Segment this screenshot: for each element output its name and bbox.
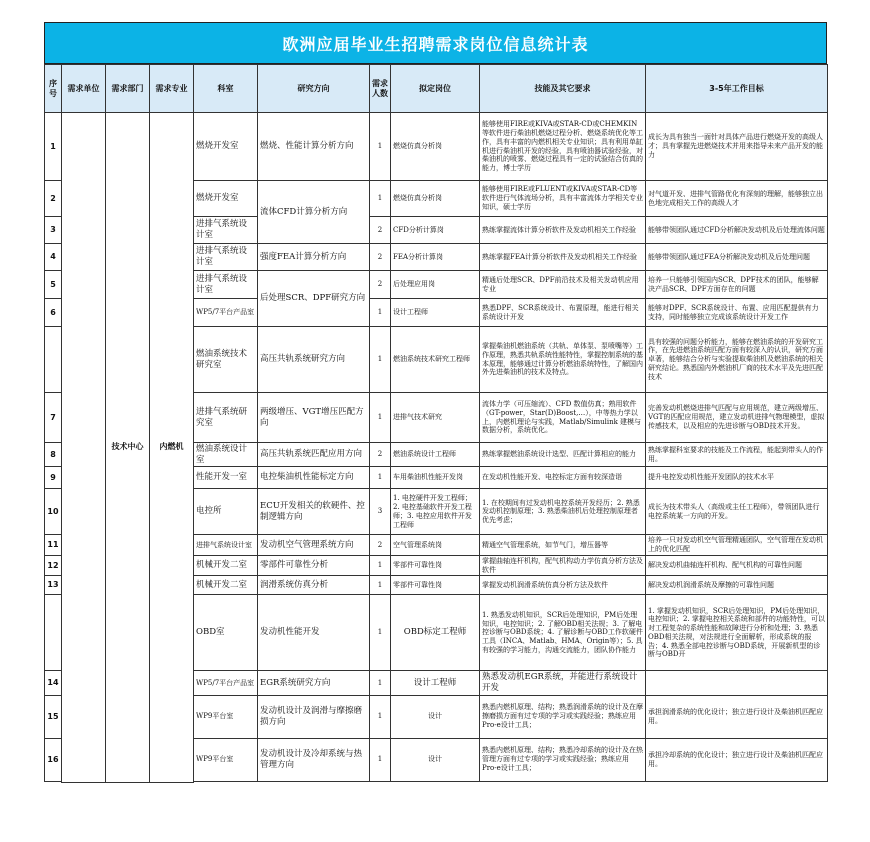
position-cell: 燃烧仿真分析岗 [391, 113, 480, 181]
count-cell: 1 [370, 393, 391, 443]
skills-cell: 在发动机性能开发、电控标定方面有较深造诣 [480, 467, 646, 489]
count-cell: 2 [370, 535, 391, 556]
goal-cell: 完善发动机燃烧进排气匹配与应用规范，建立两级增压、VGT的匹配应用规范，建立发动机进排气物理模型，虚拟传感技术，以及相应的先进诊断与OBD技术开发。 [646, 393, 828, 443]
goal-cell: 培养一只对发动机空气管理精通团队，空气管理在发动机上的优化匹配 [646, 535, 828, 556]
col-header-office: 科室 [194, 65, 258, 113]
research-cell: 润滑系统仿真分析 [258, 576, 370, 595]
position-cell: OBD标定工程师 [391, 595, 480, 671]
skills-cell: 熟悉内燃机原理、结构；熟悉润滑系统的设计及在摩擦磨损方面有过专项的学习或实践经验；熟练应用Pro-e设计工具； [480, 695, 646, 738]
goal-cell: 能够对DPF、SCR系统设计、布置、应用匹配提供有力支持，同时能够独立完成该系统设计开发工作 [646, 299, 828, 327]
position-cell: 零部件可靠性岗 [391, 576, 480, 595]
col-header-skills: 技能及其它要求 [480, 65, 646, 113]
office-cell: 进排气系统设计室 [194, 271, 258, 299]
row-index: 9 [45, 467, 62, 489]
row-index: 7 [45, 393, 62, 443]
position-cell: 燃烧仿真分析岗 [391, 181, 480, 217]
count-cell: 1 [370, 467, 391, 489]
filler-row [45, 782, 828, 783]
research-cell: 强度FEA计算分析方向 [258, 244, 370, 271]
position-cell: 车用柴油机性能开发岗 [391, 467, 480, 489]
table-row [45, 113, 828, 181]
skills-cell: 精通后处理SCR、DPF前沿技术及相关发动机应用专业 [480, 271, 646, 299]
goal-cell: 熟练掌握科室要求的技能及工作流程，能起到带头人的作用。 [646, 443, 828, 467]
office-cell: 燃油系统技术研究室 [194, 327, 258, 393]
office-cell: 进排气系统设计室 [194, 217, 258, 244]
recruitment-table [44, 64, 828, 783]
goal-cell: 具有较强的问题分析能力，能够在燃油系统的开发研究工作，在先进燃油系统匹配方面有较深入的认识，研究方面卓著，能够结合分析与实验提取柴油机及燃油系统的相关研究结论。熟悉国内外燃油机厂商的技术水平及先进匹配技术 [646, 327, 828, 393]
count-cell: 3 [370, 489, 391, 535]
sheet-title: 欧洲应届毕业生招聘需求岗位信息统计表 [44, 22, 827, 64]
count-cell: 1 [370, 327, 391, 393]
major-cell: 内燃机 [150, 113, 194, 783]
count-cell: 1 [370, 695, 391, 738]
position-cell: 设计 [391, 695, 480, 738]
row-index: 5 [45, 271, 62, 299]
skills-cell: 熟悉内燃机原理、结构；熟悉冷却系统的设计及在热管理方面有过专项的学习或实践经验；熟练应用Pro-e设计工具； [480, 738, 646, 781]
skills-cell: 掌握曲轴连杆机构，配气机构动力学仿真分析方法及软件 [480, 555, 646, 576]
skills-cell: 流体力学（可压缩流）、CFD 数值仿真；熟用软件（GT-power，Star(D)Boost,…），中等热力学以上，内燃机理论与实践，Matlab/Simulink 建模与数据分析，系统优化。 [480, 393, 646, 443]
count-cell: 1 [370, 113, 391, 181]
row-index: 10 [45, 489, 62, 535]
row-index: 3 [45, 217, 62, 244]
office-cell: OBD室 [194, 595, 258, 671]
row-index: 8 [45, 443, 62, 467]
row-index: 13 [45, 576, 62, 595]
office-cell: WP5/7平台产品室 [194, 299, 258, 327]
count-cell: 1 [370, 576, 391, 595]
skills-cell: 能够使用FIRE或KIVA或STAR-CD或CHEMKIN等软件进行柴油机燃烧过程分析、燃烧系统优化等工作，具有丰富的内燃机相关专业知识；具有利用单缸机进行柴油机开发的经验，具有喷油器试验经验，对柴油机的喷雾、燃烧过程具有一定的试验结合仿真的能力，博士学历 [480, 113, 646, 181]
goal-cell: 承担润滑系统的优化设计；独立进行设计及柴油机匹配应用。 [646, 695, 828, 738]
office-cell: 进排气系统研究室 [194, 393, 258, 443]
goal-cell: 成长为技术带头人（高级或主任工程师），带领团队进行电控系统某一方向的开发。 [646, 489, 828, 535]
skills-cell: 1. 在校期间有过发动机电控系统开发经历；2. 熟悉发动机控制原理；3. 熟悉柴油机后处理控制原理者优先考虑； [480, 489, 646, 535]
spreadsheet [44, 22, 827, 783]
office-cell: 进排气系统设计室 [194, 244, 258, 271]
count-cell: 1 [370, 555, 391, 576]
research-cell: 发动机性能开发 [258, 595, 370, 671]
research-cell: 发动机空气管理系统方向 [258, 535, 370, 556]
position-cell: 零部件可靠性岗 [391, 555, 480, 576]
position-cell: 燃油系统设计工程师 [391, 443, 480, 467]
research-cell: 零部件可靠性分析 [258, 555, 370, 576]
research-cell: 燃烧、性能计算分析方向 [258, 113, 370, 181]
position-cell: 1. 电控硬件开发工程师；2. 电控基础软件开发工程师；3. 电控应用软件开发工程师 [391, 489, 480, 535]
skills-cell: 1. 熟悉发动机知识，SCR后处理知识，PM后处理知识，电控知识；2. 了解OBD相关法规；3. 了解电控诊断与OBD系统；4. 了解诊断与OBD工作软硬件工具（INCA、Matlab、HMA、Origin等）；5. 具有较强的学习能力，沟通交流能力，团队协作能力 [480, 595, 646, 671]
skills-cell: 熟练掌握FEA计算分析软件及发动机相关工作经验 [480, 244, 646, 271]
office-cell: 燃烧开发室 [194, 113, 258, 181]
research-cell: 发动机设计及冷却系统与热管理方向 [258, 738, 370, 781]
position-cell: 燃油系统技术研究工程师 [391, 327, 480, 393]
position-cell: 空气管理系统岗 [391, 535, 480, 556]
col-header-unit: 需求单位 [62, 65, 106, 113]
count-cell: 1 [370, 299, 391, 327]
office-cell: WP9平台室 [194, 695, 258, 738]
goal-cell: 能够带领团队通过CFD分析解决发动机及后处理流体问题 [646, 217, 828, 244]
position-cell: CFD分析计算岗 [391, 217, 480, 244]
goal-cell: 培养一只能够引领国内SCR、DPF技术的团队，能够解决产品SCR、DPF方面存在的问题 [646, 271, 828, 299]
count-cell: 2 [370, 244, 391, 271]
skills-cell: 能够使用FIRE或FLUENT或KIVA或STAR-CD等软件进行气体流场分析，具有丰富流体力学相关专业知识，硕士学历 [480, 181, 646, 217]
skills-cell: 熟练掌握燃油系统设计选型、匹配计算相应的能力 [480, 443, 646, 467]
skills-cell: 熟练掌握流体计算分析软件及发动机相关工作经验 [480, 217, 646, 244]
count-cell: 1 [370, 181, 391, 217]
row-index: 14 [45, 671, 62, 695]
unit-cell [62, 113, 106, 783]
office-cell: 燃油系统设计室 [194, 443, 258, 467]
research-cell: 电控柴油机性能标定方向 [258, 467, 370, 489]
row-index [45, 595, 62, 671]
research-cell: 后处理SCR、DPF研究方向 [258, 271, 370, 327]
research-cell: 两级增压、VGT增压匹配方向 [258, 393, 370, 443]
position-cell: 设计工程师 [391, 671, 480, 695]
count-cell: 2 [370, 217, 391, 244]
research-cell: 高压共轨系统研究方向 [258, 327, 370, 393]
col-header-goal: 3-5年工作目标 [646, 65, 828, 113]
col-header-position: 拟定岗位 [391, 65, 480, 113]
goal-cell: 承担冷却系统的优化设计；独立进行设计及柴油机匹配应用。 [646, 738, 828, 781]
research-cell: 高压共轨系统匹配应用方向 [258, 443, 370, 467]
office-cell: 燃烧开发室 [194, 181, 258, 217]
position-cell: 后处理应用岗 [391, 271, 480, 299]
row-index: 6 [45, 299, 62, 327]
count-cell: 1 [370, 595, 391, 671]
position-cell: 设计工程师 [391, 299, 480, 327]
row-index [45, 327, 62, 393]
goal-cell: 1. 掌握发动机知识，SCR后处理知识，PM后处理知识，电控知识；2. 掌握电控相关系统和部件的功能特性，可以对工程复杂的系统性能和故障进行分析和处理；3. 熟悉OBD相关法规，对法规进行全面解析，形成系统的报告；4. 熟悉全部电控诊断与OBD系统，开展新机型的诊断与OBD开 [646, 595, 828, 671]
goal-cell: 对气道开发、进排气管路优化有深刻的理解，能够独立出色地完成相关工作的高级人才 [646, 181, 828, 217]
row-index: 4 [45, 244, 62, 271]
office-cell: WP5/7平台产品室 [194, 671, 258, 695]
goal-cell: 能够带领团队通过FEA分析解决发动机及后处理问题 [646, 244, 828, 271]
goal-cell: 解决发动机曲轴连杆机构、配气机构的可靠性问题 [646, 555, 828, 576]
dept-cell: 技术中心 [106, 113, 150, 783]
col-header-count: 需求人数 [370, 65, 391, 113]
count-cell: 1 [370, 671, 391, 695]
skills-cell: 熟悉DPF、SCR系统设计、布置原理，能进行相关系统设计开发 [480, 299, 646, 327]
goal-cell: 成长为具有独当一面针对具体产品进行燃烧开发的高级人才；具有掌握先进燃烧技术并用来指导未来产品开发的能力 [646, 113, 828, 181]
research-cell: EGR系统研究方向 [258, 671, 370, 695]
count-cell: 1 [370, 738, 391, 781]
research-cell: ECU开发相关的软硬件、控制逻辑方向 [258, 489, 370, 535]
skills-cell: 熟悉发动机EGR系统，并能进行系统设计开发 [480, 671, 646, 695]
position-cell: 进排气技术研究 [391, 393, 480, 443]
research-cell: 流体CFD计算分析方向 [258, 181, 370, 244]
row-index: 15 [45, 695, 62, 738]
header-row [45, 65, 828, 113]
row-index: 16 [45, 738, 62, 781]
count-cell: 2 [370, 271, 391, 299]
position-cell: FEA分析计算岗 [391, 244, 480, 271]
office-cell: WP9平台室 [194, 738, 258, 781]
skills-cell: 掌握柴油机燃油系统（共轨、单体泵、泵喷嘴等）工作原理，熟悉共轨系统性能特性，掌握控制系统的基本原理，能够通过计算分析燃油系统特性，了解国内外先进柴油机的技术及特点。 [480, 327, 646, 393]
goal-cell [646, 671, 828, 695]
count-cell: 2 [370, 443, 391, 467]
skills-cell: 精通空气管理系统，如节气门，增压器等 [480, 535, 646, 556]
office-cell: 进排气系统设计室 [194, 535, 258, 556]
position-cell: 设计 [391, 738, 480, 781]
row-index: 12 [45, 555, 62, 576]
row-index: 2 [45, 181, 62, 217]
skills-cell: 掌握发动机润滑系统仿真分析方法及软件 [480, 576, 646, 595]
goal-cell: 解决发动机润滑系统及摩擦的可靠性问题 [646, 576, 828, 595]
office-cell: 性能开发一室 [194, 467, 258, 489]
office-cell: 电控所 [194, 489, 258, 535]
goal-cell: 提升电控发动机性能开发团队的技术水平 [646, 467, 828, 489]
office-cell: 机械开发二室 [194, 576, 258, 595]
research-cell: 发动机设计及润滑与摩擦磨损方向 [258, 695, 370, 738]
col-header-research: 研究方向 [258, 65, 370, 113]
col-header-major: 需求专业 [150, 65, 194, 113]
office-cell: 机械开发二室 [194, 555, 258, 576]
row-index: 11 [45, 535, 62, 556]
col-header-idx: 序号 [45, 65, 62, 113]
col-header-dept: 需求部门 [106, 65, 150, 113]
row-index: 1 [45, 113, 62, 181]
